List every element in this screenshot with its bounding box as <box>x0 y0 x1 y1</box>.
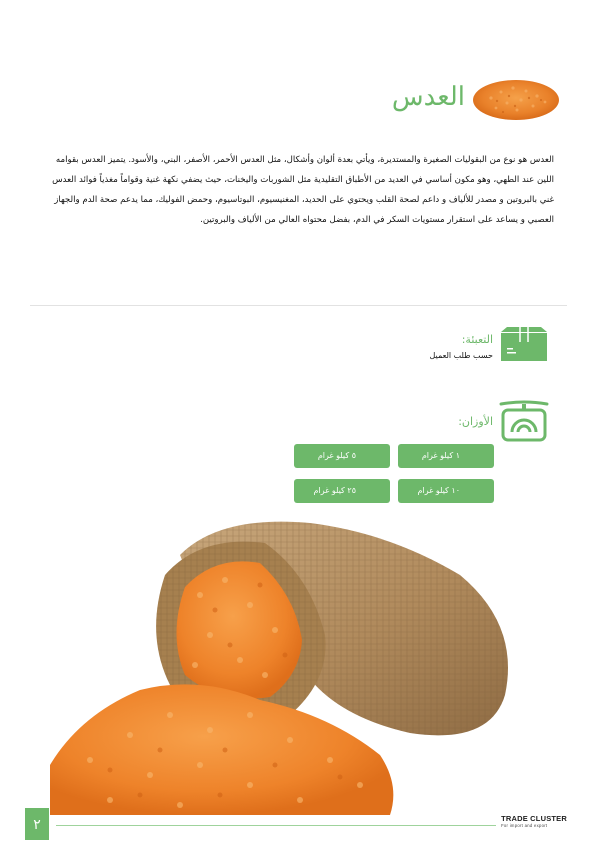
weight-option-5kg: ٥ كيلو غرام <box>294 444 390 468</box>
footer-line <box>56 825 496 826</box>
brand-logo <box>501 814 567 828</box>
description: العدس هو نوع من البقوليات الصغيرة والمستديرة، ويأتي بعدة ألوان وأشكال، مثل العدس الأحمر، الأصفر، البني، والأسود. يتميز العدس بقوامه اللين عند الطهي، وهو مكون أساسي في العديد من الأطباق التقليدية مثل الشوربات واليخنات، حيث يضفي نكهة غنية وقواماً مغذياً فوائد العدس غني بالبروتين و مصدر للألياف و داعم لصحة القلب ويحتوي على الحديد، المغنيسيوم، البوتاسيوم، وحمض الفوليك، مما يدعم صحة الدم والجهاز العصبي و يساعد على استقرار مستويات السكر في الدم، بفضل محتواه العالي من الألياف والبروتين. <box>52 155 554 225</box>
divider <box>30 305 567 306</box>
weight-option-25kg: ٢٥ كيلو غرام <box>294 479 390 503</box>
brand-tagline: For import and export <box>501 823 548 828</box>
scale-icon <box>499 398 549 442</box>
brand-name: TRADE CLUSTER <box>501 814 567 823</box>
weights-label: الأوزان: <box>458 415 493 428</box>
lentil-pile-image <box>471 70 561 124</box>
box-icon <box>499 326 549 362</box>
header <box>392 70 561 124</box>
packaging-label: التعبئة: <box>461 333 493 346</box>
product-photo <box>50 515 520 815</box>
page-number: ٢ <box>25 808 49 840</box>
weight-option-10kg: ١٠ كيلو غرام <box>398 479 494 503</box>
packaging-value: حسب طلب العميل <box>429 351 493 360</box>
page-title: العدس <box>391 82 465 112</box>
weight-option-1kg: ١ كيلو غرام <box>398 444 494 468</box>
